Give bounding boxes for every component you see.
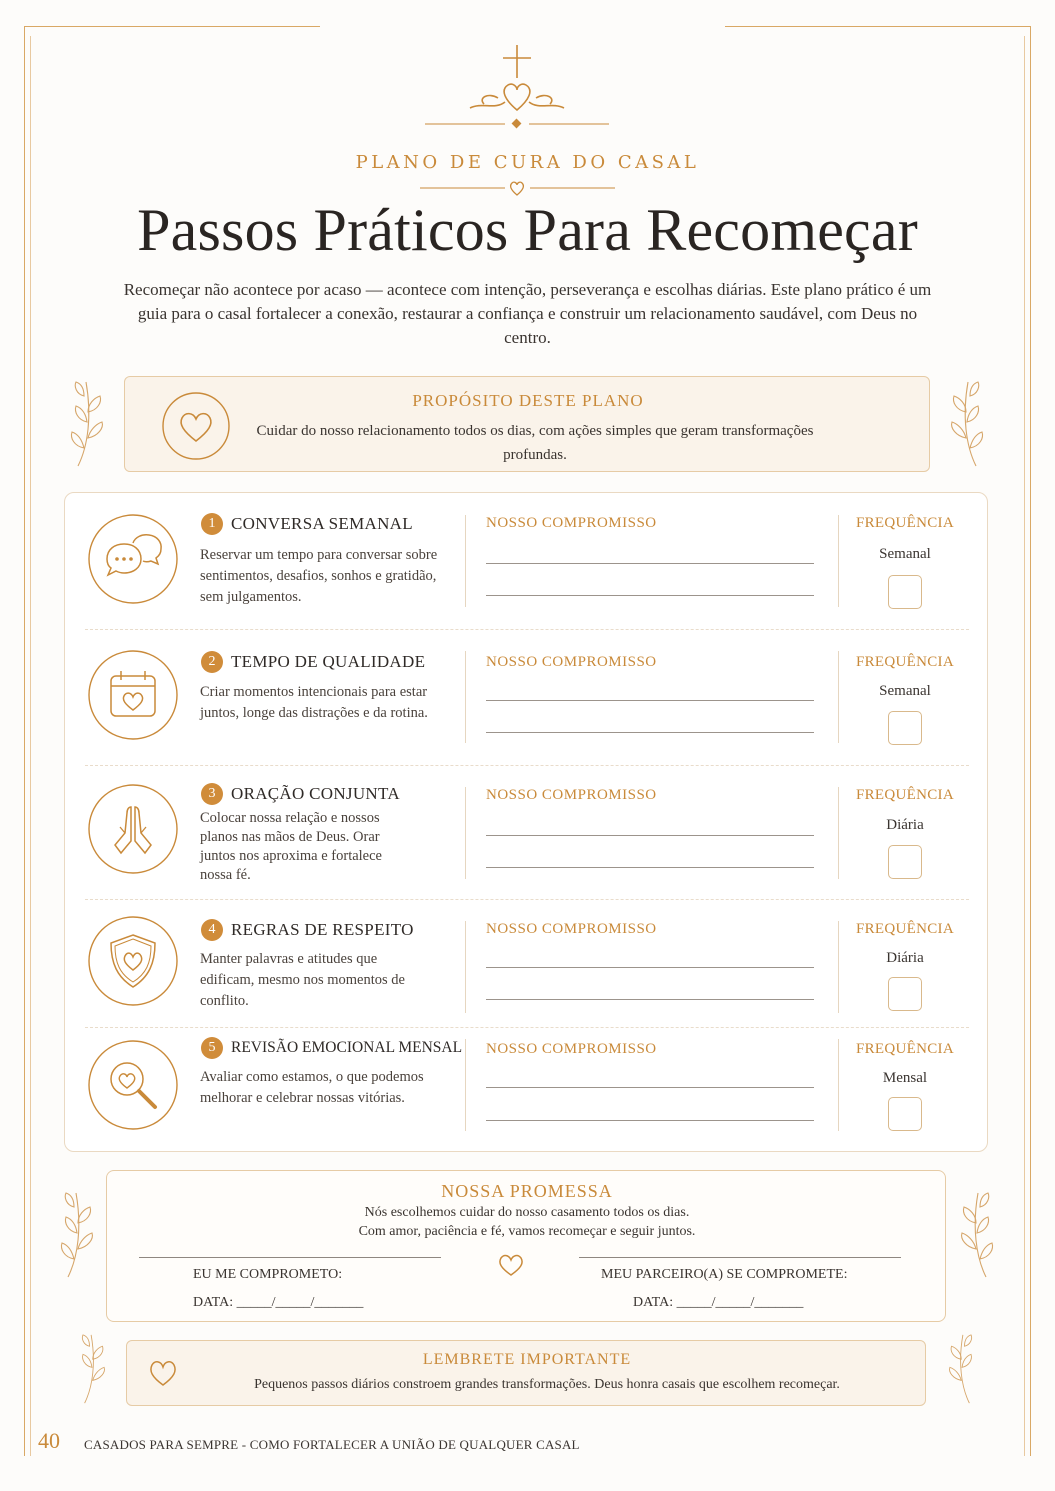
step-conversa-semanal [65,493,989,629]
frequency-label: FREQUÊNCIA [855,787,954,803]
step-title: ORAÇÃO CONJUNTA [231,784,400,803]
laurel-left-icon [68,376,116,472]
step-title: REVISÃO EMOCIONAL MENSAL [231,1039,463,1056]
reminder-text: Pequenos passos diários constroem grandes transformações. Deus honra casais que escolhem recomeçar. [254,1377,840,1392]
frequency-value: Diária [886,817,924,833]
frequency-checkbox[interactable] [888,711,922,745]
cross-heart-ornament-icon [0,40,1055,140]
column-divider [838,921,839,1013]
chat-bubbles-icon [87,513,179,605]
frame-line-top-left [24,26,320,27]
column-divider [465,787,466,879]
laurel-left-icon [72,1330,120,1408]
purpose-box [124,376,930,472]
promise-box [106,1170,946,1322]
commitment-label: NOSSO COMPROMISSO [486,515,657,531]
promise-title: NOSSA PROMESSA [441,1181,613,1201]
commitment-line-2[interactable] [486,867,814,868]
commitment-line-1[interactable] [486,967,814,968]
column-divider [838,651,839,743]
page-title: Passos Práticos Para Recomeçar [137,197,918,263]
signature-line-left[interactable] [139,1257,441,1258]
step-title: CONVERSA SEMANAL [231,514,413,533]
page-number: 40 [38,1428,60,1453]
step-description: Avaliar como estamos, o que podemos melhorar e celebrar nossas vitórias. [200,1069,424,1106]
frequency-value: Semanal [879,683,931,699]
frequency-checkbox[interactable] [888,1097,922,1131]
column-divider [838,515,839,607]
frame-line-top-right [725,26,1031,27]
frequency-label: FREQUÊNCIA [855,921,954,937]
purpose-title: PROPÓSITO DESTE PLANO [412,391,644,410]
laurel-right-icon [938,376,986,472]
column-divider [465,651,466,743]
frequency-value: Semanal [879,546,931,562]
commitment-line-2[interactable] [486,595,814,596]
laurel-right-icon [934,1330,982,1408]
step-number: 4 [201,919,223,941]
frequency-value: Diária [886,950,924,966]
date-field-self[interactable]: DATA: _____/_____/_______ [193,1295,364,1310]
promise-line-1: Nós escolhemos cuidar do nosso casamento todos os dias. [364,1205,690,1220]
laurel-right-icon [948,1180,996,1290]
frequency-checkbox[interactable] [888,845,922,879]
date-field-partner[interactable]: DATA: _____/_____/_______ [633,1295,804,1310]
step-oracao-conjunta [65,765,989,899]
step-number: 3 [201,783,223,805]
commitment-line-1[interactable] [486,700,814,701]
commitment-line-1[interactable] [486,835,814,836]
commitment-label: NOSSO COMPROMISSO [486,1041,657,1057]
step-description: Reservar um tempo para conversar sobre sentimentos, desafios, sonhos e gratidão, sem julgamentos. [200,547,438,605]
step-description: Criar momentos intencionais para estar juntos, longe das distrações e da rotina. [200,684,428,721]
commitment-label: NOSSO COMPROMISSO [486,654,657,670]
commitment-line-1[interactable] [486,1087,814,1088]
frequency-value: Mensal [882,1070,928,1086]
signature-line-right[interactable] [579,1257,901,1258]
column-divider [838,787,839,879]
step-description: Colocar nossa relação e nossos planos nas mãos de Deus. Orar juntos nos aproxima e fortalece nossa fé. [200,810,382,883]
intro-text: Recomeçar não acontece por acaso — acontece com intenção, perseverança e escolhas diárias. Este plano prático é um guia para o casal fortalecer a conexão, restaurar a confiança e construir um relacionamento saudável, com Deus no centro. [123,280,932,347]
step-number: 1 [201,513,223,535]
frequency-label: FREQUÊNCIA [855,1041,954,1057]
commitment-label: NOSSO COMPROMISSO [486,787,657,803]
step-revisao-emocional-mensal [65,1027,989,1151]
commitment-label: NOSSO COMPROMISSO [486,921,657,937]
reminder-box [126,1340,926,1406]
calendar-heart-icon [87,649,179,741]
commitment-line-1[interactable] [486,563,814,564]
heart-icon [497,1253,525,1277]
praying-hands-icon [87,783,179,875]
commitment-line-2[interactable] [486,732,814,733]
promise-text [107,1203,947,1241]
frequency-label: FREQUÊNCIA [855,654,954,670]
steps-panel [64,492,988,1152]
magnifier-heart-icon [87,1039,179,1131]
signature-label-partner: MEU PARCEIRO(A) SE COMPROMETE: [601,1267,848,1282]
step-title: TEMPO DE QUALIDADE [231,652,426,671]
commitment-line-2[interactable] [486,1120,814,1121]
shield-heart-icon [87,915,179,1007]
signature-label-self: EU ME COMPROMETO: [193,1267,343,1282]
column-divider [465,1039,466,1131]
footer-book-title: CASADOS PARA SEMPRE - COMO FORTALECER A UNIÃO DE QUALQUER CASAL [84,1437,580,1452]
frequency-checkbox[interactable] [888,575,922,609]
column-divider [465,515,466,607]
step-regras-de-respeito [65,899,989,1027]
promise-line-2: Com amor, paciência e fé, vamos recomeçar e seguir juntos. [358,1224,696,1239]
step-number: 5 [201,1037,223,1059]
step-tempo-de-qualidade [65,629,989,765]
heart-divider-icon [0,176,1055,198]
reminder-title: LEMBRETE IMPORTANTE [422,1351,632,1368]
purpose-text: Cuidar do nosso relacionamento todos os dias, com ações simples que geram transformações profundas. [256,423,814,463]
column-divider [838,1039,839,1131]
step-number: 2 [201,651,223,673]
step-description: Manter palavras e atitudes que edificam, mesmo nos momentos de conflito. [200,951,405,1009]
step-title: REGRAS DE RESPEITO [231,920,414,939]
eyebrow-title: PLANO DE CURA DO CASAL [355,152,700,173]
commitment-line-2[interactable] [486,999,814,1000]
column-divider [465,921,466,1013]
frequency-checkbox[interactable] [888,977,922,1011]
laurel-left-icon [58,1180,106,1290]
frequency-label: FREQUÊNCIA [855,515,954,531]
